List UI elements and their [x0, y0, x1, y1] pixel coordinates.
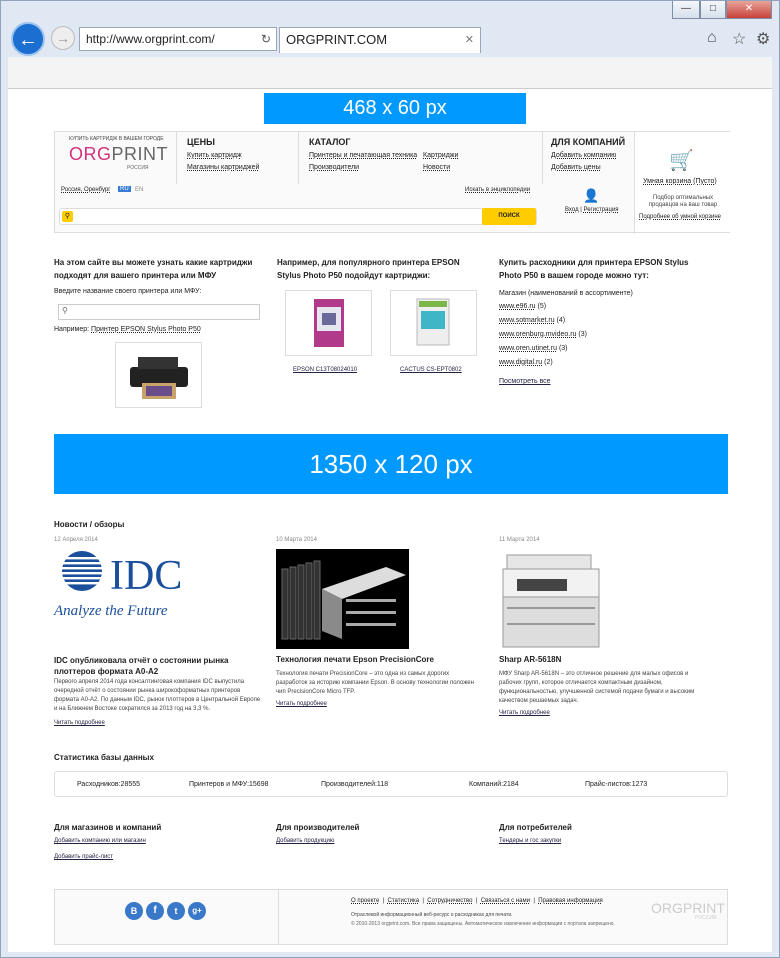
footer-link-contact[interactable]: Связаться с нами [480, 898, 530, 904]
close-window-button[interactable]: ✕ [726, 1, 772, 19]
minimize-button[interactable]: — [672, 1, 700, 19]
menu-prices [177, 132, 299, 184]
shop-link[interactable]: www.orenburg.mvideo.ru [499, 331, 577, 338]
shop-row [499, 303, 546, 310]
link-add-prices[interactable]: Добавить цены [551, 164, 601, 171]
shop-row [499, 331, 587, 338]
news-title[interactable]: Технология печати Epson PrecisionCore [276, 655, 434, 664]
news-heading: Новости / обзоры [54, 520, 125, 529]
footer-link-about[interactable]: О проекте [351, 898, 380, 904]
example-printer-link[interactable]: Принтер EPSON Stylus Photo P50 [91, 326, 201, 333]
favorites-star-icon[interactable]: ☆ [732, 31, 747, 48]
printer-image[interactable] [115, 342, 202, 408]
news-date: 12 Апреля 2014 [54, 537, 98, 543]
idc-tagline: Analyze the Future [54, 603, 168, 619]
cart-block [635, 132, 731, 232]
encyclopedia-link[interactable]: Искать в энциклопедии [465, 187, 531, 193]
shop-count: (2) [544, 359, 553, 366]
search-input[interactable] [59, 208, 537, 225]
footer-link-cooperation[interactable]: Сотрудничество [427, 898, 473, 904]
link-cartridge-shops[interactable]: Магазины картриджей [187, 164, 260, 171]
svg-text:IDC: IDC [110, 553, 183, 599]
logo-sub: РОССИЯ [127, 165, 149, 171]
cart-icon[interactable]: 🛒 [669, 150, 694, 172]
lang-en[interactable]: EN [135, 187, 144, 193]
back-button[interactable] [11, 22, 45, 56]
news-text: Первого апреля 2014 года консалтинговая компания IDC выпустила очередной отчёт о состоянии рынка широкоформатных принтеров формата A0-A2. По данным IDC, рынок плоттеров в Центральной Европе и на Ближнем Востоке сократился за 2013 год на 3,3 %. [54, 679, 261, 712]
link-news[interactable]: Новости [423, 164, 451, 171]
footer-logo: ORGPRINT [651, 900, 725, 916]
settings-gear-icon[interactable]: ⚙ [756, 31, 771, 48]
shops-label: Магазин (наименований в ассортименте) [499, 290, 633, 297]
link-cartridges[interactable]: Картриджи [423, 152, 459, 159]
stat-printers: Принтеров и МФУ:15698 [189, 781, 269, 788]
refresh-icon[interactable]: ↻ [260, 32, 271, 46]
stats-box [54, 771, 728, 797]
close-tab-icon[interactable]: ✕ [464, 34, 474, 46]
vk-icon[interactable]: B [125, 902, 143, 920]
news-date: 10 Марта 2014 [276, 537, 317, 543]
news-title[interactable]: Sharp AR-5618N [499, 655, 562, 664]
link-add-product[interactable]: Добавить продукцию [276, 838, 335, 844]
menu-companies [543, 132, 635, 184]
cartridge-2-image[interactable] [390, 290, 477, 356]
shop-row [499, 345, 568, 352]
footer-logo-sub: РОССИЯ [695, 915, 717, 921]
shop-row [499, 359, 553, 366]
idc-logo[interactable] [54, 547, 214, 649]
tab-orgprint[interactable] [279, 27, 481, 53]
precisioncore-picture [276, 549, 409, 649]
link-printers[interactable]: Принтеры и печатающая техника [309, 152, 418, 159]
login-link[interactable]: Вход [565, 207, 579, 213]
news-text: МФУ Sharp AR-5618N – это отличное решение для малых офисов и рабочих групп, которое отличается компактным дизайном, функциональностью, улучшенной системой подачи бумаги и высоким качеством решаемых задач. [499, 671, 695, 704]
example: Например: Принтер EPSON Stylus Photo P50 [54, 326, 201, 333]
banner-468[interactable]: 468 x 60 px [264, 93, 526, 124]
smart-cart-link[interactable]: Умная корзина (Пусто) [643, 178, 717, 185]
cartridge-2-link[interactable]: CACTUS CS-EPT0802 [400, 367, 462, 373]
shop-link[interactable]: www.oren.utinet.ru [499, 345, 557, 352]
news-date: 11 Марта 2014 [499, 537, 540, 543]
lang-ru[interactable]: RU [120, 186, 129, 192]
news-title[interactable]: IDC опубликовала отчёт о состоянии рынка плоттеров формата A0-A2 [54, 656, 229, 676]
link-buy-cartridge[interactable]: Купить картридж [187, 152, 242, 159]
shop-count: (4) [556, 317, 566, 324]
region-link[interactable]: Россия, Оренбург [61, 187, 111, 193]
footer-link-stats[interactable]: Статистика [387, 898, 420, 904]
shop-row [499, 317, 565, 324]
link-manufacturers[interactable]: Производители [309, 164, 360, 171]
footer-link-legal[interactable]: Правовая информация [538, 898, 603, 904]
news-text: Технология печати PrecisionCore – это одна из самых дорогих разработок за историю компании Epson. В основу технологии положен чип PrecisionCore Micro TFP. [276, 671, 474, 695]
link-add-pricelist[interactable]: Добавить прайс-лист [54, 854, 114, 860]
stat-consumables: Расходников:28555 [77, 781, 141, 788]
googleplus-icon[interactable]: g+ [188, 902, 206, 920]
forward-button[interactable] [51, 26, 75, 50]
twitter-icon[interactable]: t [167, 902, 185, 920]
intro-col2-title: Например, для популярного принтера EPSON Stylus Photo P50 подойдут картриджи: [277, 258, 460, 280]
footer-links: О проекте | Статистика | Сотрудничество | Связаться с нами | Правовая информация [351, 898, 603, 904]
cart-note: Подбор оптимальных продавцов на ваш товар [648, 195, 718, 208]
stats-heading: Статистика базы данных [54, 753, 154, 762]
link-add-company[interactable]: Добавить компанию [551, 152, 617, 159]
slogan: КУПИТЬ КАРТРИДЖ В ВАШЕМ ГОРОДЕ [69, 136, 164, 142]
address-bar[interactable] [79, 27, 277, 51]
stat-manufacturers: Производителей:118 [321, 781, 389, 788]
logo: ORGPRINT [69, 144, 169, 164]
login-block [543, 184, 635, 234]
web-page [8, 89, 772, 952]
login-links: Вход | Регистрация [565, 207, 619, 213]
intro-col1-title: На этом сайте вы можете узнать какие картриджи подходят для вашего принтера или МФУ [54, 258, 253, 280]
register-link[interactable]: Регистрация [583, 207, 619, 213]
logo-block[interactable] [55, 132, 177, 184]
precisioncore-image[interactable] [276, 549, 409, 649]
cartridge-1-image[interactable] [285, 290, 372, 356]
search-icon: ⚲ [62, 306, 68, 315]
shop-count: (5) [537, 303, 547, 310]
cartridge-cactus-picture [391, 291, 476, 355]
stat-companies: Компаний:2184 [469, 781, 519, 788]
sharp-image[interactable] [499, 551, 604, 649]
site-footer [54, 889, 728, 945]
arrow-right-icon: → [56, 30, 70, 46]
printer-search-input[interactable] [58, 304, 260, 320]
bottom-title-consumers: Для потребителей [499, 823, 572, 832]
cart-more-link[interactable]: Подробнее об умной корзине [639, 214, 722, 220]
menu-title-companies[interactable]: ДЛЯ КОМПАНИЙ [551, 137, 626, 147]
search-icon: ⚲ [62, 211, 73, 222]
printer-picture [116, 343, 201, 407]
region [61, 187, 110, 193]
stat-pricelists: Прайс-листов:1273 [585, 781, 648, 788]
menu-title-catalog[interactable]: КАТАЛОГ [309, 137, 351, 147]
sharp-mfp-picture [499, 551, 604, 649]
cartridge-1-link[interactable]: EPSON C13T08024010 [293, 367, 358, 373]
social-block [55, 890, 279, 944]
shop-count: (3) [578, 331, 587, 338]
shop-link[interactable]: www.digital.ru [499, 359, 543, 366]
see-all-link[interactable]: Посмотреть все [499, 378, 551, 385]
menu-catalog [299, 132, 543, 184]
menu-title-prices[interactable]: ЦЕНЫ [187, 137, 215, 147]
search-button[interactable]: ПОИСК [482, 208, 536, 225]
cartridge-epson-picture [286, 291, 371, 355]
shop-link[interactable]: www.sotmarket.ru [499, 317, 555, 324]
link-tenders[interactable]: Тендеры и гос закупки [499, 838, 562, 844]
site-header [54, 131, 730, 233]
shop-link[interactable]: www.e96.ru [499, 303, 536, 310]
link-add-company-shop[interactable]: Добавить компанию или магазин [54, 838, 146, 844]
read-more-link[interactable]: Читать подробнее [276, 701, 327, 707]
intro-col3-title: Купить расходники для принтера EPSON Stylus Photo P50 в вашем городе можно тут: [499, 258, 689, 280]
footer-copyright: © 2010-2013 orgprint.com. Все права защищены. Автоматическое извлечение информации с портала запрещено. [351, 921, 615, 927]
bottom-title-shops: Для магазинов и компаний [54, 823, 162, 832]
shop-count: (3) [558, 345, 568, 352]
banner-1350[interactable]: 1350 x 120 px [54, 434, 728, 494]
facebook-icon[interactable]: f [146, 902, 164, 920]
tab-title: ORGPRINT.COM [286, 32, 388, 47]
printer-input-label: Введите название своего принтера или МФУ: [54, 288, 202, 295]
read-more-link[interactable]: Читать подробнее [499, 710, 550, 716]
command-bar [8, 57, 772, 89]
browser-toolbar [1, 19, 780, 59]
address-url[interactable]: http://www.orgprint.com/ [86, 32, 215, 46]
arrow-left-icon: ← [18, 29, 38, 51]
read-more-link[interactable]: Читать подробнее [54, 720, 105, 726]
user-icon: 👤 [583, 188, 600, 203]
footer-desc: Отраслевой информационный веб-ресурс о расходниках для печати. [351, 912, 513, 918]
maximize-button[interactable]: □ [700, 1, 726, 19]
home-icon[interactable]: ⌂ [707, 29, 717, 46]
bottom-title-producers: Для производителей [276, 823, 360, 832]
